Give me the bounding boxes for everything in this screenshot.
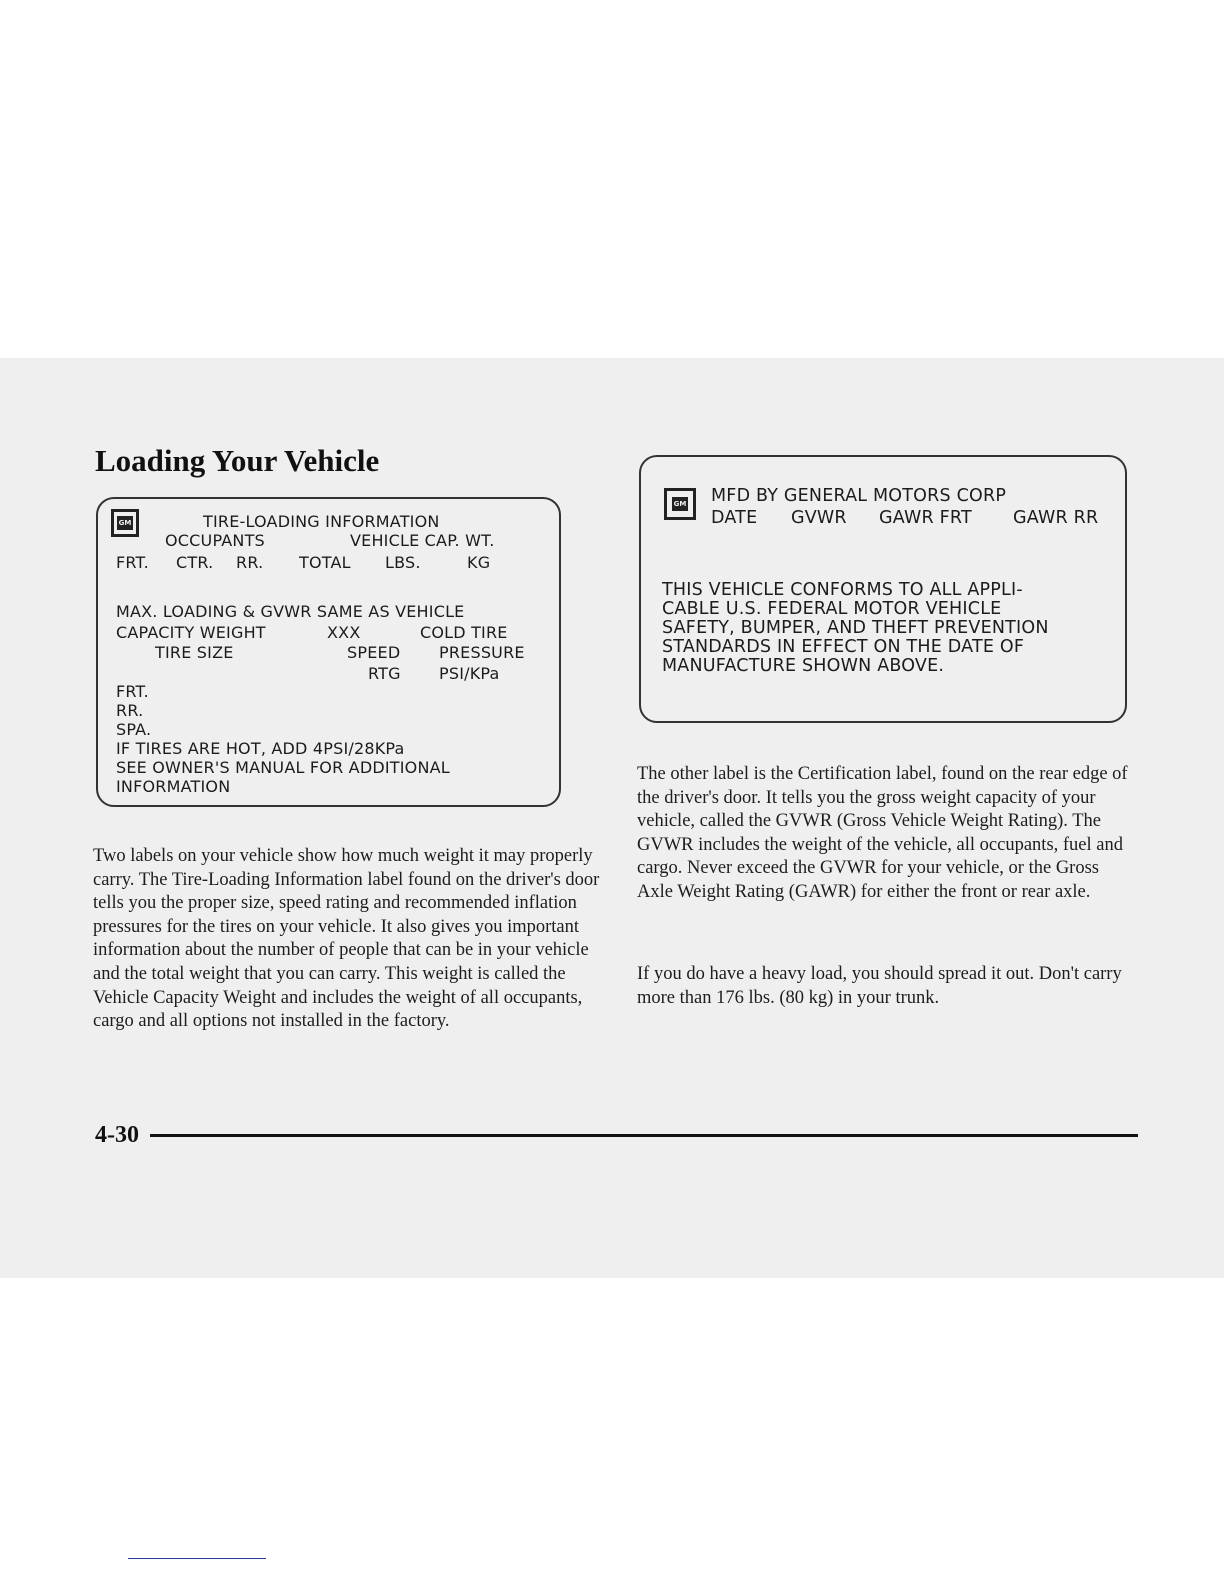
gm-logo-icon: GM (664, 488, 696, 520)
tire-label-frt: FRT. (116, 553, 149, 572)
cert-label-manufacture: MANUFACTURE SHOWN ABOVE. (662, 656, 945, 676)
tire-label-xxx: XXX (327, 623, 361, 642)
tire-label-total: TOTAL (299, 553, 351, 572)
tire-label-row-frt: FRT. (116, 682, 149, 701)
tire-label-row-rr: RR. (116, 701, 144, 720)
tire-label-rr: RR. (236, 553, 264, 572)
tire-label-lbs: LBS. (385, 553, 421, 572)
tire-label-rtg: RTG (368, 664, 401, 683)
tire-label-information: INFORMATION (116, 777, 231, 796)
certification-label (639, 455, 1127, 723)
tire-label-see-manual: SEE OWNER'S MANUAL FOR ADDITIONAL (116, 758, 450, 777)
cert-label-gvwr: GVWR (791, 508, 847, 528)
tire-loading-label (96, 497, 561, 807)
tire-label-hot-tires: IF TIRES ARE HOT, ADD 4PSI/28KPa (116, 739, 405, 758)
tire-label-occupants: OCCUPANTS (165, 531, 265, 550)
tire-label-psi-kpa: PSI/KPa (439, 664, 500, 683)
cert-label-date: DATE (711, 508, 758, 528)
tire-label-speed: SPEED (347, 643, 401, 662)
tire-label-heading: TIRE-LOADING INFORMATION (203, 512, 440, 531)
bottom-link-underline (128, 1558, 266, 1559)
tire-label-tire-size: TIRE SIZE (155, 643, 234, 662)
cert-label-gawr-frt: GAWR FRT (879, 508, 972, 528)
cert-label-cable: CABLE U.S. FEDERAL MOTOR VEHICLE (662, 599, 1002, 619)
gm-logo-icon: GM (111, 509, 139, 537)
tire-label-kg: KG (467, 553, 491, 572)
right-paragraph-certification: The other label is the Certification label, found on the rear edge of the driver's door. It tells you the gross weight capacity of your vehicle, called the GVWR (Gross Vehicle Weight Rating). The GVWR includes the weight of the vehicle, all occupants, fuel and cargo. Never exceed the GVWR for your vehicle, or the Gross Axle Weight Rating (GAWR) for either the front or rear axle. (637, 764, 1128, 902)
tire-label-capacity-weight: CAPACITY WEIGHT (116, 623, 266, 642)
cert-label-conforms: THIS VEHICLE CONFORMS TO ALL APPLI- (662, 580, 1023, 600)
footer-rule (150, 1134, 1138, 1137)
tire-label-vehicle-cap: VEHICLE CAP. WT. (350, 531, 495, 550)
tire-label-ctr: CTR. (176, 553, 214, 572)
cert-label-mfd: MFD BY GENERAL MOTORS CORP (711, 486, 1007, 506)
tire-label-max-loading: MAX. LOADING & GVWR SAME AS VEHICLE (116, 602, 465, 621)
page-number: 4-30 (95, 1122, 139, 1148)
tire-label-cold-tire: COLD TIRE (420, 623, 508, 642)
right-paragraph-heavy-load: If you do have a heavy load, you should spread it out. Don't carry more than 176 lbs. (80 kg) in your trunk. (637, 964, 1122, 1008)
tire-label-row-spa: SPA. (116, 720, 152, 739)
cert-label-safety: SAFETY, BUMPER, AND THEFT PREVENTION (662, 618, 1049, 638)
cert-label-standards: STANDARDS IN EFFECT ON THE DATE OF (662, 637, 1025, 657)
page-title: Loading Your Vehicle (95, 443, 380, 478)
left-paragraph: Two labels on your vehicle show how much weight it may properly carry. The Tire-Loading Information label found on the driver's door tells you the proper size, speed rating and recommended inflation pressures for the tires on your vehicle. It also gives you important information about the number of people that can be in your vehicle and the total weight that you can carry. This weight is called the Vehicle Capacity Weight and includes the weight of all occupants, cargo and all options not installed in the factory. (93, 846, 600, 1032)
cert-label-gawr-rr: GAWR RR (1013, 508, 1099, 528)
tire-label-pressure: PRESSURE (439, 643, 525, 662)
